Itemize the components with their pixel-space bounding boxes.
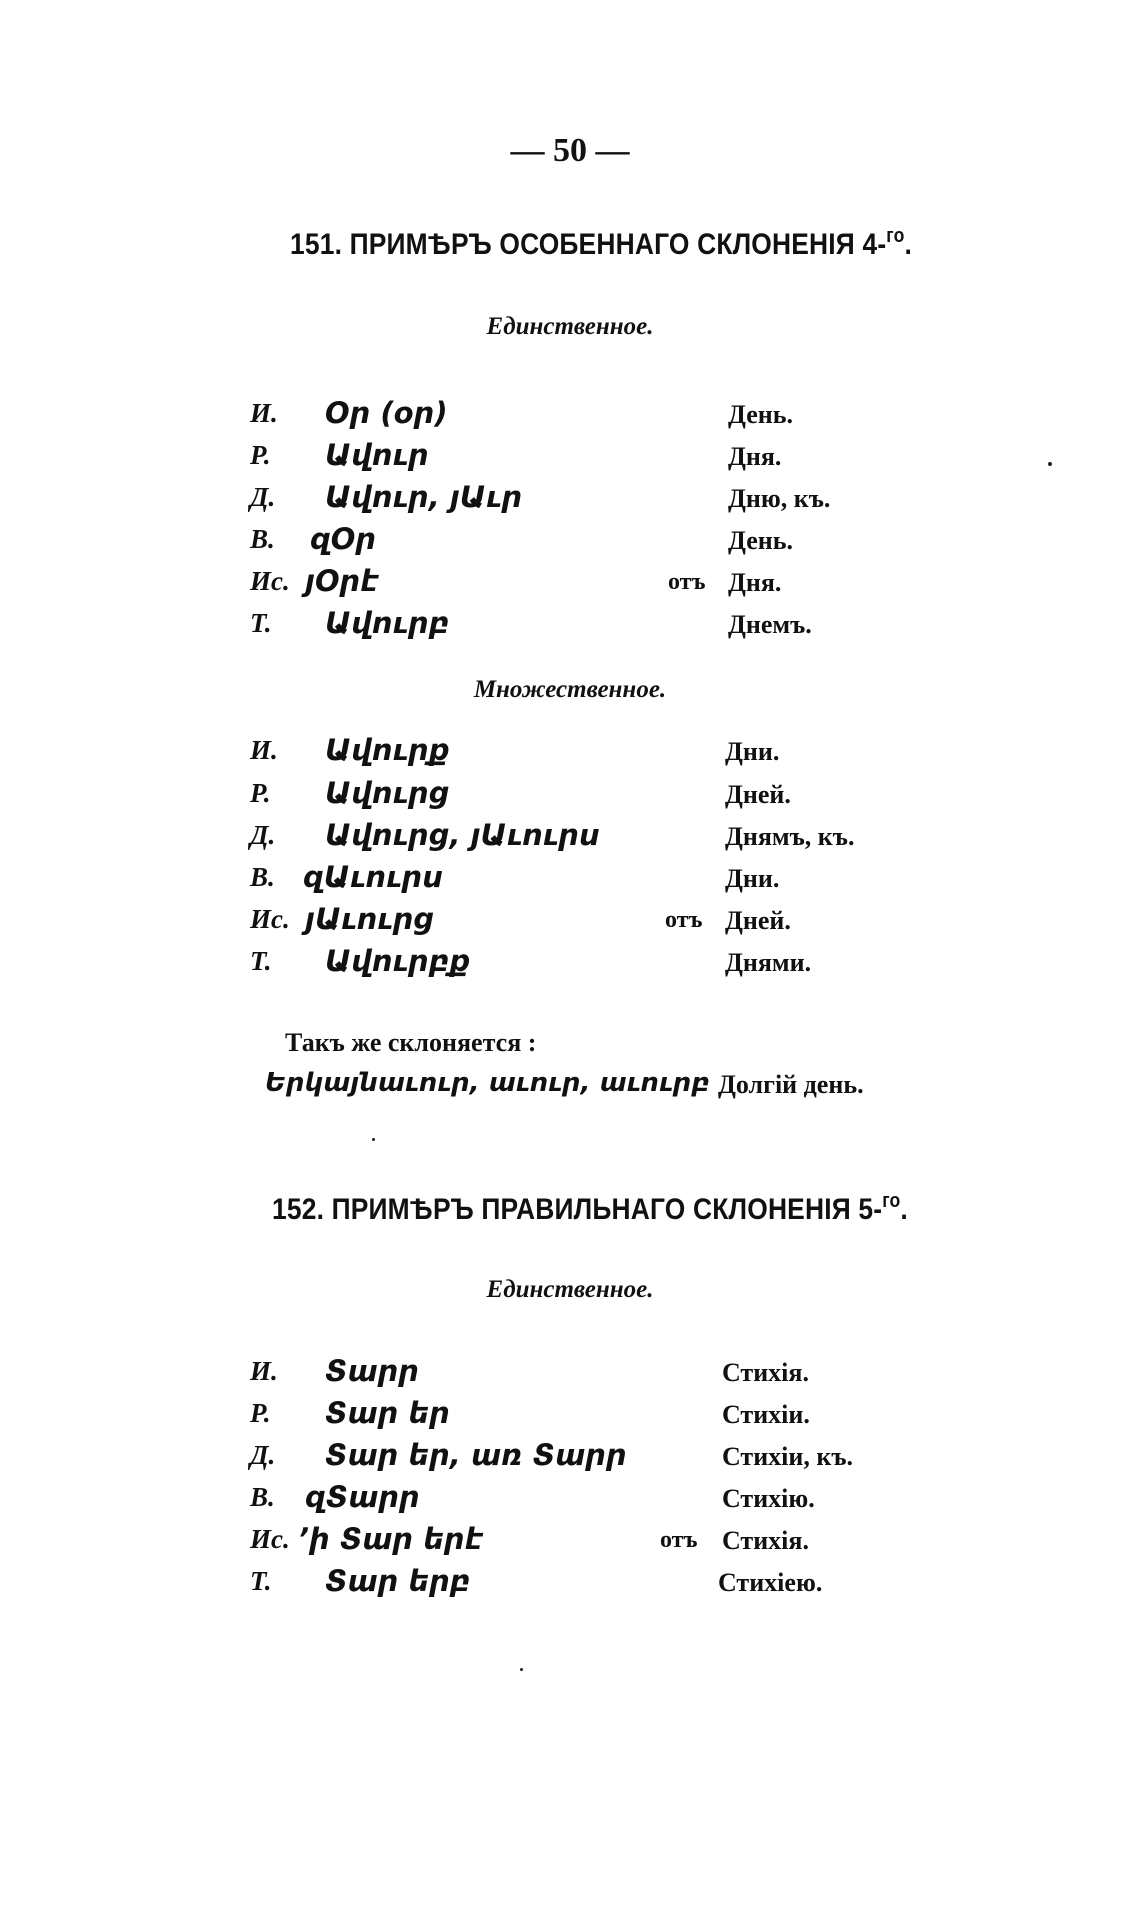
section-151-heading-end: . (904, 228, 913, 261)
armenian-form: Ավուր, յԱւր (325, 480, 523, 514)
case-label: В. (250, 1482, 275, 1512)
russian-translation: Дней. (725, 906, 791, 935)
case-label: В. (250, 862, 275, 892)
scan-speck (520, 1668, 523, 1671)
section-151-singular-label: Единственное. (486, 313, 654, 340)
russian-translation: День. (728, 400, 793, 429)
section-152-singular-label: Единственное. (486, 1276, 654, 1303)
page-number: — 50 — (510, 132, 630, 169)
case-label: Д. (250, 482, 276, 512)
armenian-form: Ավուրբ (325, 606, 450, 640)
case-label: Т. (250, 1566, 272, 1596)
armenian-form: յՕրէ (305, 564, 379, 598)
also-declined-armenian: Երկայնաւուր, աւուր, աւուրբ (265, 1068, 710, 1098)
russian-translation: Дни. (725, 864, 780, 893)
also-declined-label: Такъ же склоняется : (285, 1028, 537, 1057)
case-label: Р. (250, 778, 271, 808)
case-label: Р. (250, 1398, 271, 1428)
case-label: Т. (250, 946, 272, 976)
case-label: Ис. (250, 904, 290, 934)
armenian-form: ՚ի Տար երէ (298, 1522, 483, 1556)
section-151-plural-label: Множественное. (473, 676, 667, 703)
armenian-form: Տար երբ (325, 1564, 471, 1598)
russian-translation: Днямъ, къ. (725, 822, 855, 851)
also-declined-translation: Долгій день. (718, 1070, 864, 1099)
armenian-form: Տարր (325, 1354, 419, 1388)
russian-translation: Дня. (728, 568, 782, 597)
armenian-form: Ավուրց, յԱւուրս (325, 818, 600, 852)
case-label: И. (250, 735, 278, 765)
armenian-form: Տար եր (325, 1396, 450, 1430)
section-152-heading (272, 1190, 908, 1227)
russian-translation: Стихію. (722, 1484, 815, 1513)
case-label: Ис. (250, 1524, 290, 1554)
russian-translation: Дня. (728, 442, 782, 471)
russian-translation: Днемъ. (728, 610, 812, 639)
armenian-form: զՏարր (305, 1480, 420, 1514)
section-152-heading-end: . (900, 1193, 908, 1226)
russian-translation: Стихіи. (722, 1400, 810, 1429)
armenian-form: Ավուրց (325, 776, 450, 810)
section-152-heading-sup: го (882, 1190, 901, 1212)
russian-translation: Дни. (725, 737, 780, 766)
armenian-form: Ավուրք (325, 733, 450, 767)
armenian-form: զՕր (310, 522, 377, 556)
russian-translation: День. (728, 526, 793, 555)
case-label: Д. (250, 820, 276, 850)
russian-translation: Дню, къ. (728, 484, 831, 513)
russian-translation: Стихіею. (718, 1568, 823, 1597)
russian-translation: Стихіи, къ. (722, 1442, 854, 1471)
russian-translation: Днями. (725, 948, 812, 977)
armenian-form: Տար եր, առ Տարր (325, 1438, 627, 1472)
section-152-heading-text: 152. ПРИМѢРЪ ПРАВИЛЬНАГО СКЛОНЕНІЯ 5- (272, 1193, 883, 1226)
preposition: отъ (665, 907, 703, 933)
case-label: Ис. (250, 566, 290, 596)
section-151-heading-sup: го (886, 225, 905, 247)
russian-translation: Стихія. (722, 1526, 809, 1555)
case-label: В. (250, 524, 275, 554)
armenian-form: Ավուր (325, 438, 429, 472)
russian-translation: Дней. (725, 780, 791, 809)
scan-speck (372, 1138, 375, 1141)
preposition: отъ (668, 569, 706, 595)
armenian-form: զԱւուրս (303, 860, 443, 894)
russian-translation: Стихія. (722, 1358, 809, 1387)
section-151-heading (290, 225, 912, 262)
case-label: Т. (250, 608, 272, 638)
section-151-heading-text: 151. ПРИМѢРЪ ОСОБЕННАГО СКЛОНЕНІЯ 4- (290, 228, 887, 261)
case-label: И. (250, 398, 278, 428)
armenian-form: Ավուրբք (325, 944, 471, 978)
armenian-form: յԱւուրց (305, 902, 435, 936)
case-label: Р. (250, 440, 271, 470)
armenian-form: Օր (օր) (325, 396, 448, 430)
case-label: И. (250, 1356, 278, 1386)
scan-speck (1048, 462, 1052, 466)
preposition: отъ (660, 1527, 698, 1553)
case-label: Д. (250, 1440, 276, 1470)
